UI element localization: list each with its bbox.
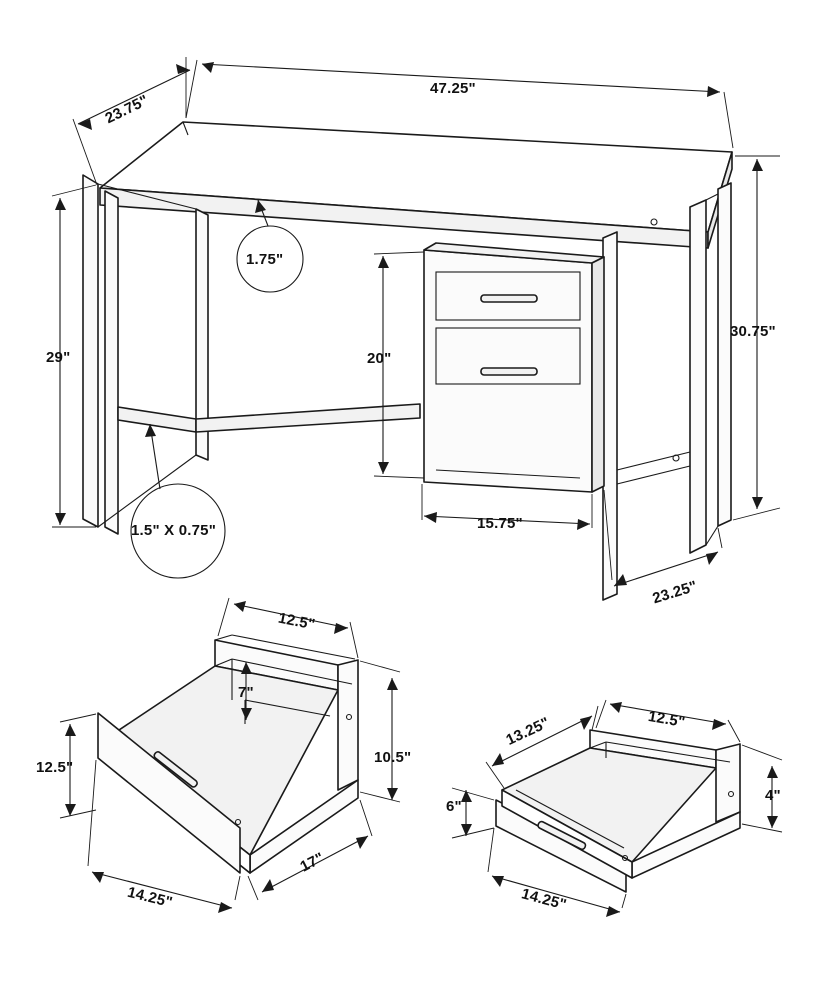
ext-ld-front-bottom	[60, 810, 96, 818]
arrow-ld-fw-left	[92, 872, 104, 883]
arrow-w1575-left	[424, 512, 437, 523]
dim-label-large-drawer-front-width: 14.25"	[125, 883, 175, 912]
arrow-h29-top	[55, 198, 66, 210]
arrow-ld-top-right	[334, 623, 348, 634]
arrow-d2325-right	[706, 552, 718, 565]
ext-h20-top	[374, 252, 424, 254]
arrow-sd-depth-right	[580, 716, 592, 730]
dim-label-desk-height-right: 30.75"	[730, 323, 776, 340]
ext-sd-fw-right	[622, 894, 626, 908]
ext-ld-front-top	[60, 714, 96, 722]
small-drawer-right-side	[716, 744, 740, 822]
arrow-h20-bottom	[378, 462, 389, 474]
dim-label-drawer-stack-height: 20"	[367, 350, 392, 367]
arrow-sd-side-top	[767, 766, 778, 778]
dim-label-desk-depth: 23.75"	[102, 91, 152, 128]
desk-leg-rear-left	[83, 175, 98, 527]
dim-line-d2325	[614, 552, 718, 586]
dim-label-desk-width: 47.25"	[430, 80, 476, 97]
arrow-ld-front-bottom	[65, 804, 76, 816]
ext-ld-len-right	[360, 800, 372, 836]
desk-leg-front-right	[603, 232, 617, 600]
ext-ld-top-right	[350, 622, 358, 658]
ext-width-left	[186, 60, 197, 118]
arrow-ld-fw-right	[218, 902, 232, 913]
arrow-ld-side-bottom	[387, 788, 398, 800]
ext-sd-depth-left	[486, 762, 504, 788]
arrow-sd-front-bottom	[461, 824, 472, 836]
desk-right-frame-bottom2	[617, 466, 690, 484]
ext-sd-side-bottom	[742, 824, 782, 832]
arrow-sd-top-right	[712, 719, 726, 730]
desk-stretcher-center	[196, 404, 420, 432]
arrow-ld-len-left	[262, 879, 274, 892]
arrow-h20-top	[378, 256, 389, 268]
small-drawer-view	[452, 700, 782, 917]
pedestal-drawer-lower-handle	[481, 368, 537, 375]
ext-sd-top-right	[728, 720, 740, 742]
callout-label-leg-profile: 1.5" X 0.75"	[131, 522, 217, 539]
desk-pedestal-side	[592, 257, 604, 492]
dim-label-large-drawer-top-width: 12.5"	[276, 609, 317, 634]
main-desk-view	[52, 57, 780, 600]
ext-sd-top-left	[596, 700, 606, 728]
ext-sd-front-bottom	[452, 828, 494, 838]
arrow-sd-front-top	[461, 790, 472, 802]
dim-label-large-drawer-inner-depth: 7"	[238, 684, 254, 701]
ext-ld-fw-right	[235, 876, 240, 900]
arrow-ld-side-top	[387, 678, 398, 690]
ext-ld-len-left	[248, 876, 258, 900]
ext-d2325-right	[718, 528, 722, 548]
arrow-width-right	[707, 86, 720, 97]
arrow-ld-len-right	[356, 836, 368, 849]
dim-label-small-drawer-front-height: 6"	[446, 798, 462, 815]
large-drawer-back-top-edge	[215, 635, 232, 640]
ext-sd-depth-right	[592, 706, 598, 730]
dim-label-small-drawer-top-width: 12.5"	[646, 707, 687, 732]
dim-label-pedestal-width: 15.75"	[477, 515, 523, 532]
arrow-sd-fw-right	[606, 906, 620, 917]
large-drawer-right-side	[338, 660, 358, 790]
ext-ld-side-top	[360, 661, 400, 672]
arrow-h3075-top	[752, 159, 763, 171]
desk-right-frame-bottom-link	[706, 526, 718, 545]
ext-width-right	[724, 92, 733, 148]
callout-label-top-thickness: 1.75"	[246, 251, 284, 268]
ext-ld-fw-left	[88, 760, 96, 866]
arrow-ld-top-left	[234, 601, 246, 612]
arrow-h29-bottom	[55, 513, 66, 525]
desk-stretcher-left	[118, 407, 196, 432]
arrow-w1575-right	[577, 519, 590, 530]
ext-sd-fw-left	[488, 828, 494, 872]
ext-h3075-bottom	[733, 508, 780, 520]
dim-label-large-drawer-side-height: 10.5"	[374, 749, 412, 766]
dim-label-large-drawer-front-height: 12.5"	[36, 759, 74, 776]
pedestal-drawer-upper-handle	[481, 295, 537, 302]
arrow-depth-right	[176, 64, 190, 74]
dim-label-small-drawer-front-width: 14.25"	[519, 885, 569, 914]
dim-label-pedestal-depth: 23.25"	[650, 577, 700, 608]
desk-leg-rear-right	[690, 200, 706, 553]
arrow-sd-fw-left	[492, 876, 504, 887]
large-drawer-view	[60, 598, 400, 913]
dim-label-desk-height-left: 29"	[46, 349, 71, 366]
arrow-sd-top-left	[610, 702, 622, 713]
dim-label-small-drawer-side-height: 4"	[765, 787, 781, 804]
arrow-sd-depth-left	[492, 753, 504, 766]
desk-leg-far-right	[718, 183, 731, 526]
ext-sd-side-top	[742, 745, 782, 760]
arrow-ld-front-top	[65, 724, 76, 736]
ext-h20-bottom	[374, 476, 424, 478]
ext-ld-top-left	[218, 598, 229, 636]
arrow-h3075-bottom	[752, 497, 763, 509]
desk-leg-front-left-outer	[105, 191, 118, 534]
arrow-sd-side-bottom	[767, 816, 778, 828]
dim-label-small-drawer-top-depth: 13.25"	[503, 714, 553, 749]
ext-depth-left	[73, 119, 97, 185]
dim-label-large-drawer-length: 17"	[297, 849, 327, 876]
desk-right-frame-bottom	[617, 452, 690, 470]
